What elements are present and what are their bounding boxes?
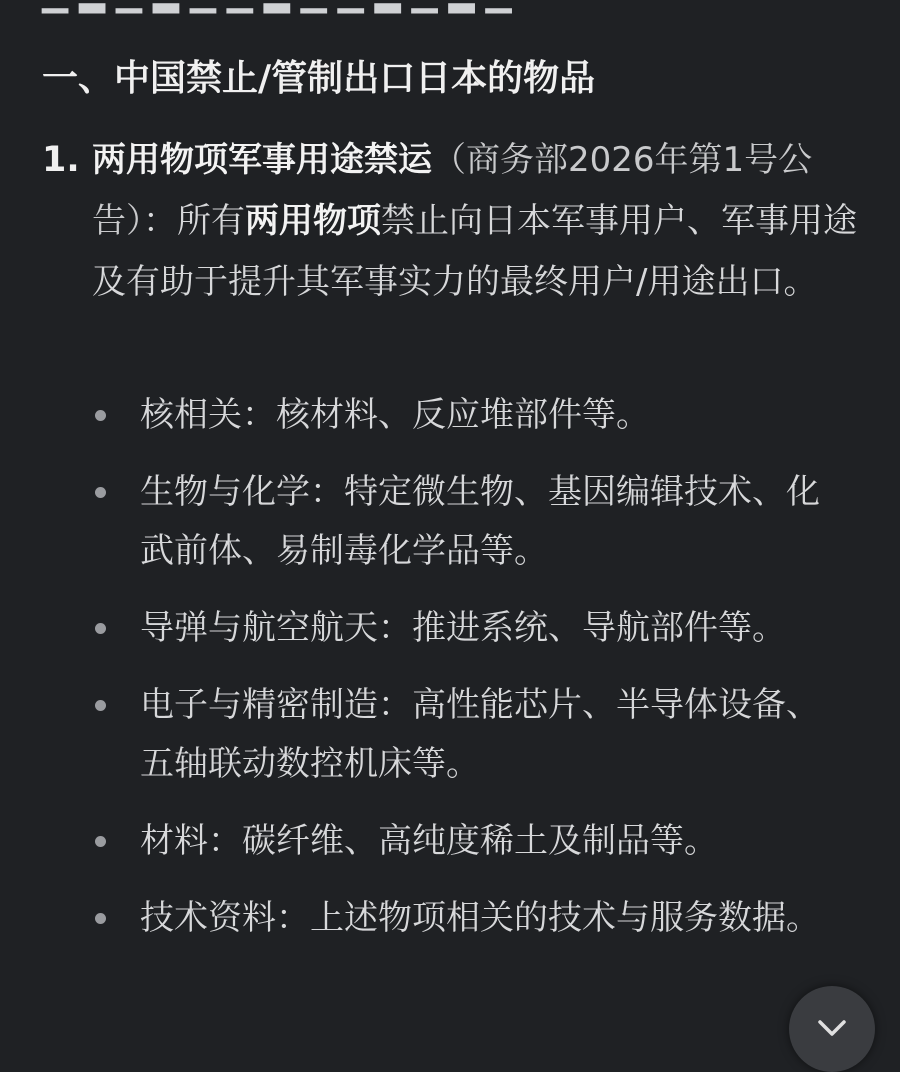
- bullet-item: [0, 812, 840, 871]
- bullet-item: [0, 889, 840, 948]
- bullet-text: 导弹与航空航天：推进系统、导航部件等。: [140, 608, 786, 648]
- bullet-dot-icon: [95, 410, 106, 421]
- item-title: 两用物项军事用途禁运: [92, 140, 432, 180]
- bullet-item: [0, 463, 840, 581]
- bullet-text: 电子与精密制造：高性能芯片、半导体设备、五轴联动数控机床等。: [140, 685, 820, 784]
- section-heading: 一、中国禁止/管制出口日本的物品: [42, 58, 596, 99]
- bullet-text: 技术资料：上述物项相关的技术与服务数据。: [140, 898, 820, 938]
- item-source: （商务部2026年第1号公告）: [92, 140, 813, 241]
- item-colon: ：: [143, 201, 177, 241]
- item-text-a: 所有: [177, 201, 245, 241]
- bullet-text: 核相关：核材料、反应堆部件等。: [140, 395, 650, 435]
- bullet-text: 材料：碳纤维、高纯度稀土及制品等。: [140, 821, 718, 861]
- bullet-dot-icon: [95, 913, 106, 924]
- bullet-dot-icon: [95, 623, 106, 634]
- bullet-list: [0, 386, 900, 966]
- bullet-text: 生物与化学：特定微生物、基因编辑技术、化武前体、易制毒化学品等。: [140, 472, 820, 571]
- bullet-dot-icon: [95, 487, 106, 498]
- bullet-item: [0, 599, 840, 658]
- bullet-item: [0, 676, 840, 794]
- bullet-dot-icon: [95, 700, 106, 711]
- cut-off-text-line: [42, 0, 512, 14]
- list-item-paragraph: [92, 130, 862, 313]
- item-text-b: 禁止向日本军事用户、军事用途及有助于提升其军事实力的最终用户/用途出口。: [92, 201, 857, 302]
- chevron-down-icon: [816, 1012, 848, 1044]
- item-bold-term: 两用物项: [245, 201, 381, 241]
- bullet-dot-icon: [95, 836, 106, 847]
- bullet-item: [0, 386, 840, 445]
- scroll-down-button[interactable]: [789, 986, 875, 1072]
- list-number: 1.: [42, 140, 80, 180]
